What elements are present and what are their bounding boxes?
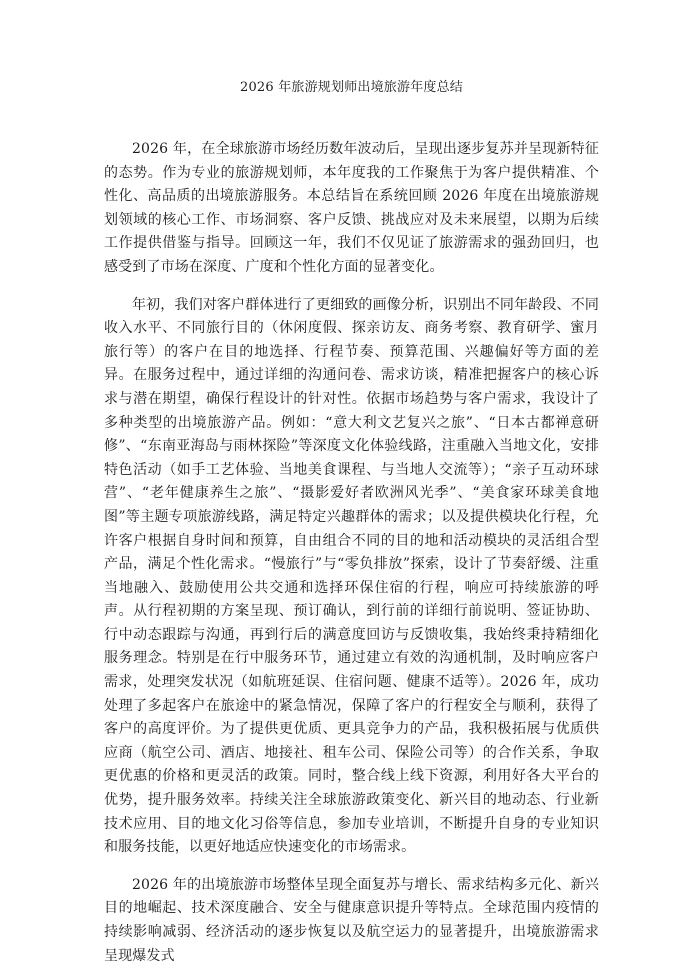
document-title: 2026 年旅游规划师出境旅游年度总结 <box>239 80 464 95</box>
paragraph-intro: 2026 年，在全球旅游市场经历数年波动后，呈现出逐步复苏并呈现新特征的态势。作为专业的旅游规划师，本年度我的工作聚焦于为客户提供精准、个性化、高品质的出境旅游服务。本总结旨在系统回顾 2026 年度在出境旅游规划领域的核心工作、市场洞察、客户反馈、挑战应对及未来展望，以期为后续工作提供借鉴与指导。回顾这一年，我们不仅见证了旅游需求的强劲回归，也感受到了市场在深度、广度和个性化方面的显著变化。 <box>104 141 599 275</box>
paragraph-work-review: 年初，我们对客户群体进行了更细致的画像分析，识别出不同年龄段、不同收入水平、不同旅行目的（休闲度假、探亲访友、商务考察、教育研学、蜜月旅行等）的客户在目的地选择、行程节奏、预算范围、兴趣偏好等方面的差异。在服务过程中，通过详细的沟通问卷、需求访谈，精准把握客户的核心诉求与潜在期望，确保行程设计的针对性。依据市场趋势与客户需求，我设计了多种类型的出境旅游产品。例如：“意大利文艺复兴之旅”、“日本古都禅意研修”、“东南亚海岛与雨林探险”等深度文化体验线路，注重融入当地文化，安排特色活动（如手工艺体验、当地美食课程、与当地人交流等）；“亲子互动环球营”、“老年健康养生之旅”、“摄影爱好者欧洲风光季”、“美食家环球美食地图”等主题专项旅游线路，满足特定兴趣群体的需求；以及提供模块化行程，允许客户根据自身时间和预算，自由组合不同的目的地和活动模块的灵活组合型产品，满足个性化需求。“慢旅行”与“零负排放”探索，设计了节奏舒缓、注重当地融入、鼓励使用公共交通和选择环保住宿的行程，响应可持续旅游的呼声。从行程初期的方案呈现、预订确认，到行前的详细行前说明、签证协助、行中动态跟踪与沟通，再到行后的满意度回访与反馈收集，我始终秉持精细化服务理念。特别是在行中服务环节，通过建立有效的沟通机制，及时响应客户需求，处理突发状况（如航班延误、住宿问题、健康不适等）。2026 年，成功处理了多起客户在旅途中的紧急情况，保障了客户的行程安全与顺利，获得了客户的高度评价。为了提供更优质、更具竞争力的产品，我积极拓展与优质供应商（航空公司、酒店、地接社、租车公司、保险公司等）的合作关系，争取更优惠的价格和更灵活的政策。同时，整合线上线下资源，利用好各大平台的优势，提升服务效率。持续关注全球旅游政策变化、新兴目的地动态、行业新技术应用、目的地文化习俗等信息，参加专业培训，不断提升自身的专业知识和服务技能，以更好地适应快速变化的市场需求。 <box>104 296 599 856</box>
paragraph-market-overview: 2026 年的出境旅游市场整体呈现全面复苏与增长、需求结构多元化、新兴目的地崛起、技术深度融合、安全与健康意识提升等特点。全球范围内疫情的持续影响减弱、经济活动的逐步恢复以及航空运力的显著提升，出境旅游需求呈现爆发式 <box>104 876 599 964</box>
